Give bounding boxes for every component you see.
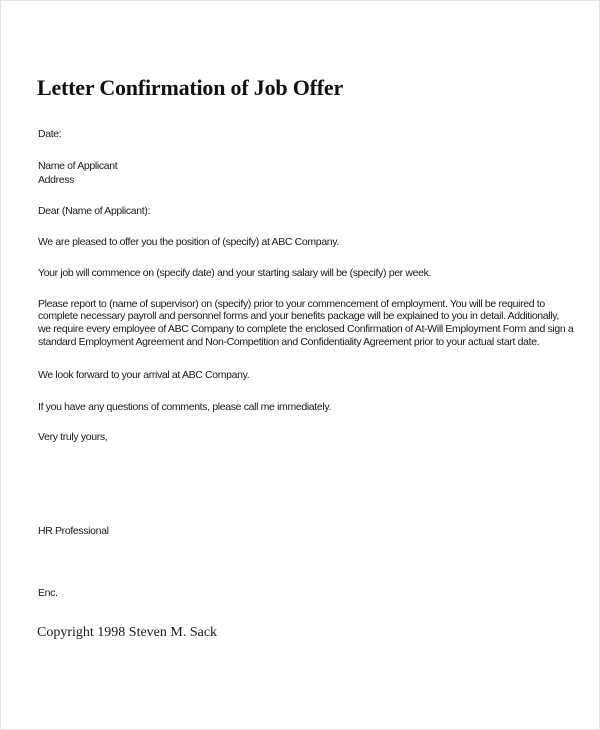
paragraph-start-date: Your job will commence on (specify date) and your starting salary will be (specify) per week. (38, 267, 432, 279)
salutation: Dear (Name of Applicant): (38, 205, 151, 217)
paragraph-report-line: complete necessary payroll and personnel forms and your benefits package will be explained to you in detail. Additionally, (38, 310, 559, 322)
paragraph-look-forward: We look forward to your arrival at ABC Company. (38, 369, 250, 381)
paragraph-questions: If you have any questions of comments, please call me immediately. (38, 401, 332, 413)
letter-title: Letter Confirmation of Job Offer (37, 75, 344, 100)
signature: HR Professional (38, 525, 109, 537)
applicant-name: Name of Applicant (38, 160, 118, 172)
copyright-notice: Copyright 1998 Steven M. Sack (37, 625, 218, 640)
paragraph-report-line: Please report to (name of supervisor) on (specify) prior to your commencement of employment. You will be required to (38, 298, 545, 310)
paragraph-report-line: standard Employment Agreement and Non-Competition and Confidentiality Agreement prior to your actual start date. (38, 336, 540, 348)
paragraph-offer: We are pleased to offer you the position of (specify) at ABC Company. (38, 236, 339, 248)
closing: Very truly yours, (38, 431, 108, 443)
enclosure-note: Enc. (38, 587, 58, 599)
date-label: Date: (38, 128, 62, 140)
paragraph-report-line: we require every employee of ABC Company to complete the enclosed Confirmation of At-Will Employment Form and sign a (38, 323, 574, 335)
applicant-address: Address (38, 174, 75, 186)
